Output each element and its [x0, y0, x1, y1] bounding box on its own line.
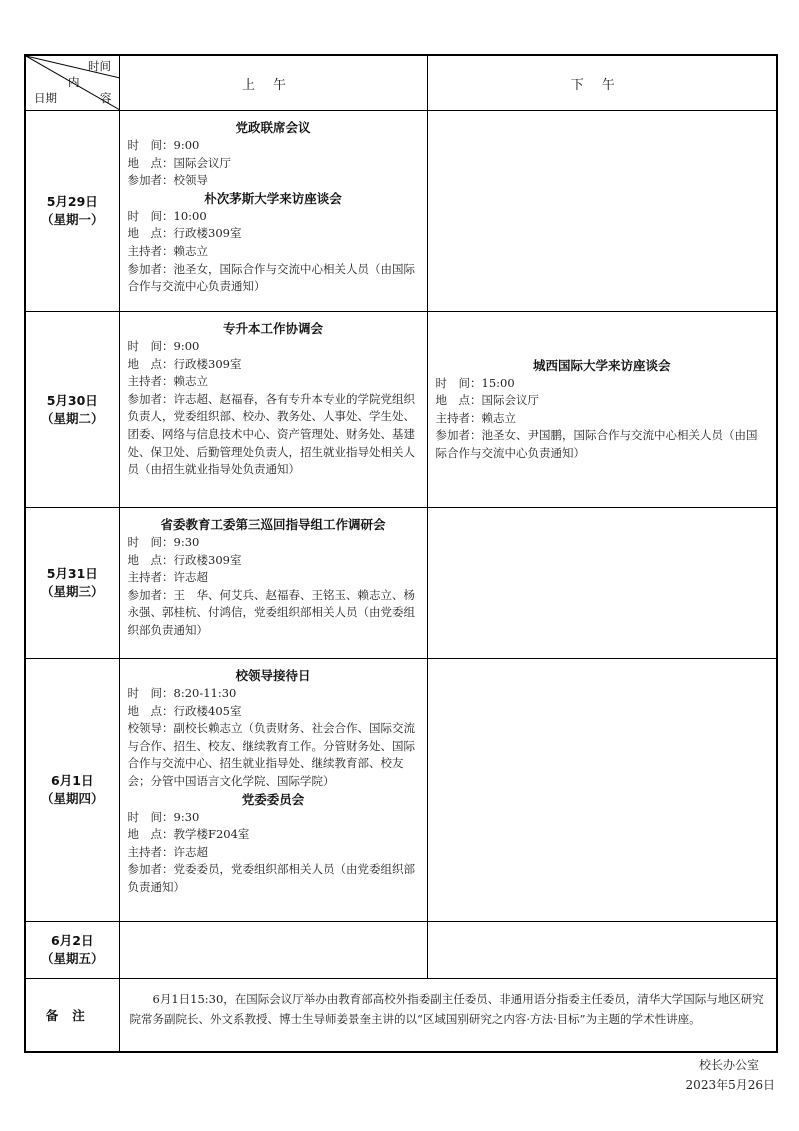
corner-content-label-1: 内	[68, 75, 80, 89]
event-time: 时 间：8:20-11:30	[127, 686, 237, 700]
event-title: 党委委员会	[241, 791, 305, 807]
pm-cell	[427, 312, 777, 508]
am-cell	[119, 922, 427, 979]
event-attendees: 参加者：王 华、何艾兵、赵福春、王铭玉、赖志立、杨永强、郭桂杭、付鸿信，党委组织部相关人员（由党委组织部负责通知）	[127, 587, 415, 637]
am-header: 上午	[119, 55, 427, 111]
event-time: 时 间：9:00	[127, 339, 200, 353]
day-weekday: （星期二）	[40, 410, 104, 426]
day-row	[25, 659, 777, 922]
date-cell	[25, 508, 119, 659]
event-title: 党政联席会议	[235, 120, 311, 135]
event-time: 时 间：15:00	[435, 375, 515, 390]
event-host: 主持者：赖志立	[435, 410, 516, 425]
am-cell	[119, 111, 427, 312]
event-title: 专升本工作协调会	[222, 321, 323, 336]
day-row	[25, 111, 777, 312]
pm-cell	[427, 111, 777, 312]
event-attendees: 参加者：池圣女，国际合作与交流中心相关人员（由国际合作与交流中心负责通知）	[127, 261, 415, 294]
event-host: 主持者：许志超	[127, 844, 208, 859]
event-location: 地 点：国际会议厅	[127, 155, 231, 170]
event-attendees: 参加者：许志超、赵福春，各有专升本专业的学院党组织负责人，党委组织部、校办、教务处、人事处、学生处、团委、网络与信息技术中心、资产管理处、财务处、基建处、保卫处、后勤管理处负责人，招生就业指导处相关人员（由招生就业指导处负责通知）	[127, 391, 415, 477]
am-cell	[119, 659, 427, 922]
event-attendees: 参加者：党委委员，党委组织部相关人员（由党委组织部负责通知）	[127, 862, 415, 894]
event-location: 地 点：行政楼309室	[127, 226, 242, 241]
footer	[475, 1056, 775, 1096]
day-date: 6月1日	[51, 773, 94, 788]
event-title: 省委教育工委第三巡回指导组工作调研会	[160, 517, 386, 532]
event-time: 时 间：9:00	[127, 138, 200, 152]
day-date: 5月29日	[46, 194, 98, 209]
day-row	[25, 922, 777, 979]
event-title: 城西国际大学来访座谈会	[532, 357, 671, 373]
header-row	[25, 55, 777, 111]
event-location: 地 点：行政楼309室	[127, 552, 242, 567]
date-cell	[25, 111, 119, 312]
event-host: 主持者：许志超	[127, 570, 208, 585]
date-cell	[25, 659, 119, 922]
event-title: 校领导接待日	[235, 668, 311, 683]
day-weekday: （星期三）	[40, 584, 104, 599]
issue-date: 2023年5月26日	[685, 1078, 775, 1092]
pm-cell	[427, 659, 777, 922]
corner-date-label: 日期	[34, 91, 57, 105]
day-weekday: （星期四）	[40, 791, 104, 806]
remarks-row	[25, 979, 777, 1052]
day-row	[25, 312, 777, 508]
remarks-text: 6月1日15:30，在国际会议厅举办由教育部高校外指委副主任委员、非通用语分指委主任委员，清华大学国际与地区研究院常务副院长、外文系教授、博士生导师姜景奎主讲的以“区域国别研究之内容·方法·目标”为主题的学术性讲座。	[119, 979, 777, 1052]
corner-time-label: 时间	[88, 59, 111, 73]
event-location: 地 点：行政楼405室	[127, 703, 242, 718]
corner-content-label-2: 容	[100, 91, 112, 105]
day-weekday: （星期一）	[40, 212, 104, 227]
event-time: 时 间：10:00	[127, 208, 207, 223]
event-time: 时 间：9:30	[127, 535, 200, 549]
event-location: 地 点：行政楼309室	[127, 356, 242, 371]
issuing-office: 校长办公室	[698, 1058, 759, 1072]
event-time: 时 间：9:30	[127, 809, 200, 824]
event-host: 主持者：赖志立	[127, 374, 208, 389]
day-weekday: （星期五）	[40, 951, 104, 966]
pm-cell	[427, 922, 777, 979]
schedule-page	[24, 54, 776, 1053]
weekly-schedule-table	[24, 54, 778, 1053]
event-location: 地 点：国际会议厅	[435, 393, 539, 408]
event-attendees: 参加者：池圣女、尹国鹏，国际合作与交流中心相关人员（由国际合作与交流中心负责通知）	[435, 428, 758, 460]
remarks-label: 备注	[25, 979, 119, 1052]
day-row	[25, 508, 777, 659]
date-cell	[25, 312, 119, 508]
event-title: 朴次茅斯大学来访座谈会	[204, 190, 342, 206]
day-date: 5月31日	[46, 566, 98, 581]
am-cell	[119, 508, 427, 659]
date-cell	[25, 922, 119, 979]
am-cell	[119, 312, 427, 508]
event-attendees: 参加者：校领导	[127, 173, 208, 188]
event-host: 主持者：赖志立	[127, 243, 208, 258]
pm-cell	[427, 508, 777, 659]
day-date: 5月30日	[46, 392, 98, 408]
event-location: 地 点：教学楼F204室	[127, 827, 250, 842]
pm-header: 下午	[427, 55, 777, 111]
day-date: 6月2日	[51, 933, 94, 948]
diagonal-header-cell	[25, 55, 119, 111]
event-leader: 校领导：副校长赖志立（负责财务、社会合作、国际交流与合作、招生、校友、继续教育工作。分管财务处、国际合作与交流中心、招生就业指导处、继续教育部、校友会；分管中国语言文化学院、国际学院）	[127, 721, 415, 788]
